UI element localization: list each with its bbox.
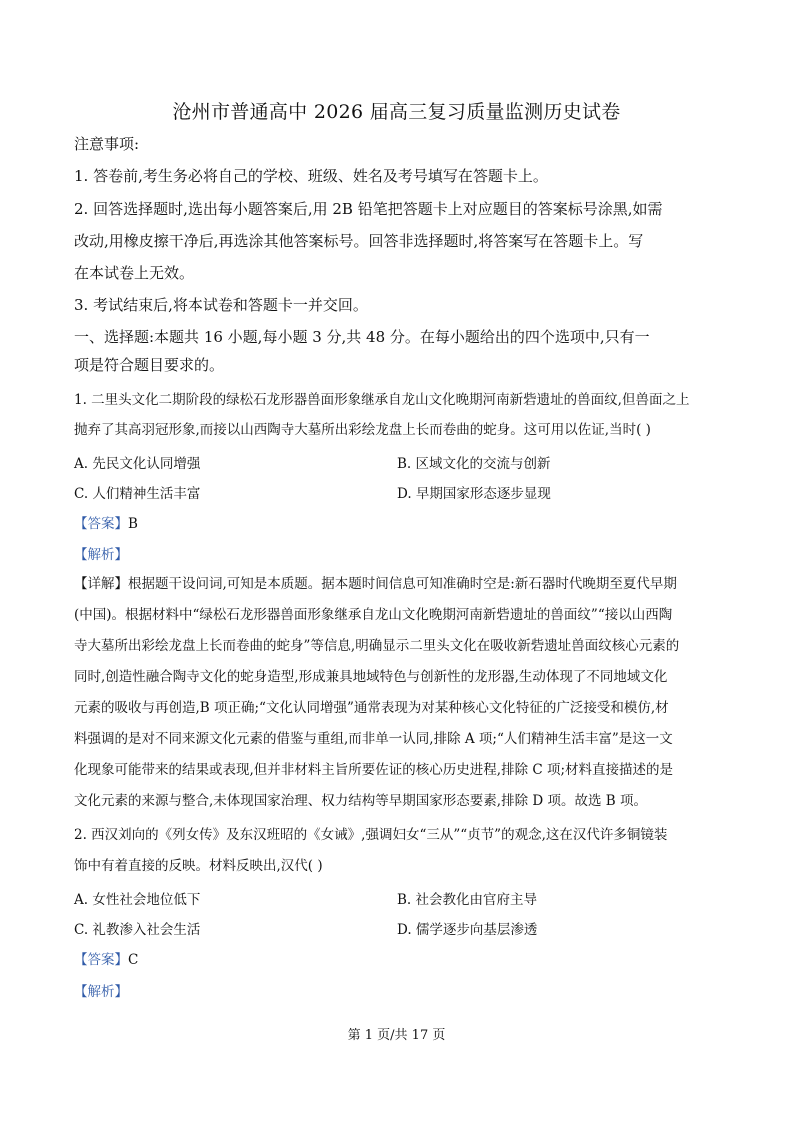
q1-detail-line-8: 文化元素的来源与整合,未体现国家治理、权力结构等早期国家形态要素,排除 D 项。故选 B 项。 [74,793,647,809]
q1-detail-line-7: 化现象可能带来的结果或表现,但并非材料主旨所要佐证的核心历史进程,排除 C 项;材料直接描述的是 [74,762,674,778]
q1-option-c: C. 人们精神生活丰富 [74,486,201,502]
q1-answer-value: B [128,516,138,532]
q2-stem-line-1: 2. 西汉刘向的《列女传》及东汉班昭的《女诫》,强调妇女“三从”“贞节”的观念,这在汉代许多铜镜装 [74,827,668,843]
q1-detail-line-1: 【详解】根据题干设问词,可知是本质题。据本题时间信息可知准确时空是:新石器时代晚期至夏代早期 [74,576,677,592]
notice-heading: 注意事项: [74,135,140,153]
q2-answer-value: C [128,952,139,968]
notice-item-1: 1. 答卷前,考生务必将自己的学校、班级、姓名及考号填写在答题卡上。 [74,167,548,185]
q2-option-a: A. 女性社会地位低下 [74,892,201,908]
notice-item-2-cont: 改动,用橡皮擦干净后,再选涂其他答案标号。回答非选择题时,将答案写在答题卡上。写 [74,232,644,250]
q1-analysis-label: 【解析】 [74,547,128,563]
q2-stem-line-2: 饰中有着直接的反映。材料反映出,汉代( ) [74,858,323,874]
q2-option-c: C. 礼教渗入社会生活 [74,922,201,938]
q1-stem-line-1: 1. 二里头文化二期阶段的绿松石龙形器兽面形象继承自龙山文化晚期河南新砦遗址的兽面纹,但兽面之上 [74,392,690,408]
q2-answer [74,948,138,968]
notice-item-2: 2. 回答选择题时,选出每小题答案后,用 2B 铅笔把答题卡上对应题目的答案标号涂黑,如需 [74,200,663,218]
page-footer: 第 1 页/共 17 页 [347,1028,446,1043]
q1-detail-line-5: 元素的吸收与再创造,B 项正确;“文化认同增强”通常表现为对某种核心文化特征的广泛接受和模仿,材 [74,700,669,716]
page-title: 沧州市普通高中 2026 届高三复习质量监测历史试卷 [172,101,621,123]
q2-option-b: B. 社会教化由官府主导 [397,892,538,908]
notice-item-3: 3. 考试结束后,将本试卷和答题卡一并交回。 [74,296,368,314]
q1-detail-line-4: 同时,创造性融合陶寺文化的蛇身造型,形成兼具地域特色与创新性的龙形器,生动体现了不同地域文化 [74,669,668,685]
q1-detail-line-6: 料强调的是对不同来源文化元素的借鉴与重组,而非单一认同,排除 A 项;“人们精神生活丰富”是这一文 [74,731,673,747]
q2-analysis-label: 【解析】 [74,984,128,1000]
q1-detail-line-2: (中国)。根据材料中“绿松石龙形器兽面形象继承自龙山文化晚期河南新砦遗址的兽面纹”“接以山西陶 [74,607,673,623]
q1-option-b: B. 区域文化的交流与创新 [397,456,551,472]
q1-answer-label: 【答案】 [74,516,128,532]
q2-option-d: D. 儒学逐步向基层渗透 [397,922,538,938]
q1-option-d: D. 早期国家形态逐步显现 [397,486,551,502]
q1-stem-line-2: 抛弃了其高羽冠形象,而接以山西陶寺大墓所出彩绘龙盘上长而卷曲的蛇身。这可用以佐证,当时( ) [74,422,651,438]
notice-item-2-end: 在本试卷上无效。 [74,264,195,282]
q1-detail-line-3: 寺大墓所出彩绘龙盘上长而卷曲的蛇身”等信息,明确显示二里头文化在吸收新砦遗址兽面纹核心元素的 [74,638,680,654]
q2-answer-label: 【答案】 [74,952,128,968]
q1-answer [74,512,138,532]
q1-option-a: A. 先民文化认同增强 [74,456,201,472]
section-heading: 一、选择题:本题共 16 小题,每小题 3 分,共 48 分。在每小题给出的四个选项中,只有一 [74,328,650,346]
section-heading-cont: 项是符合题目要求的。 [74,356,225,374]
